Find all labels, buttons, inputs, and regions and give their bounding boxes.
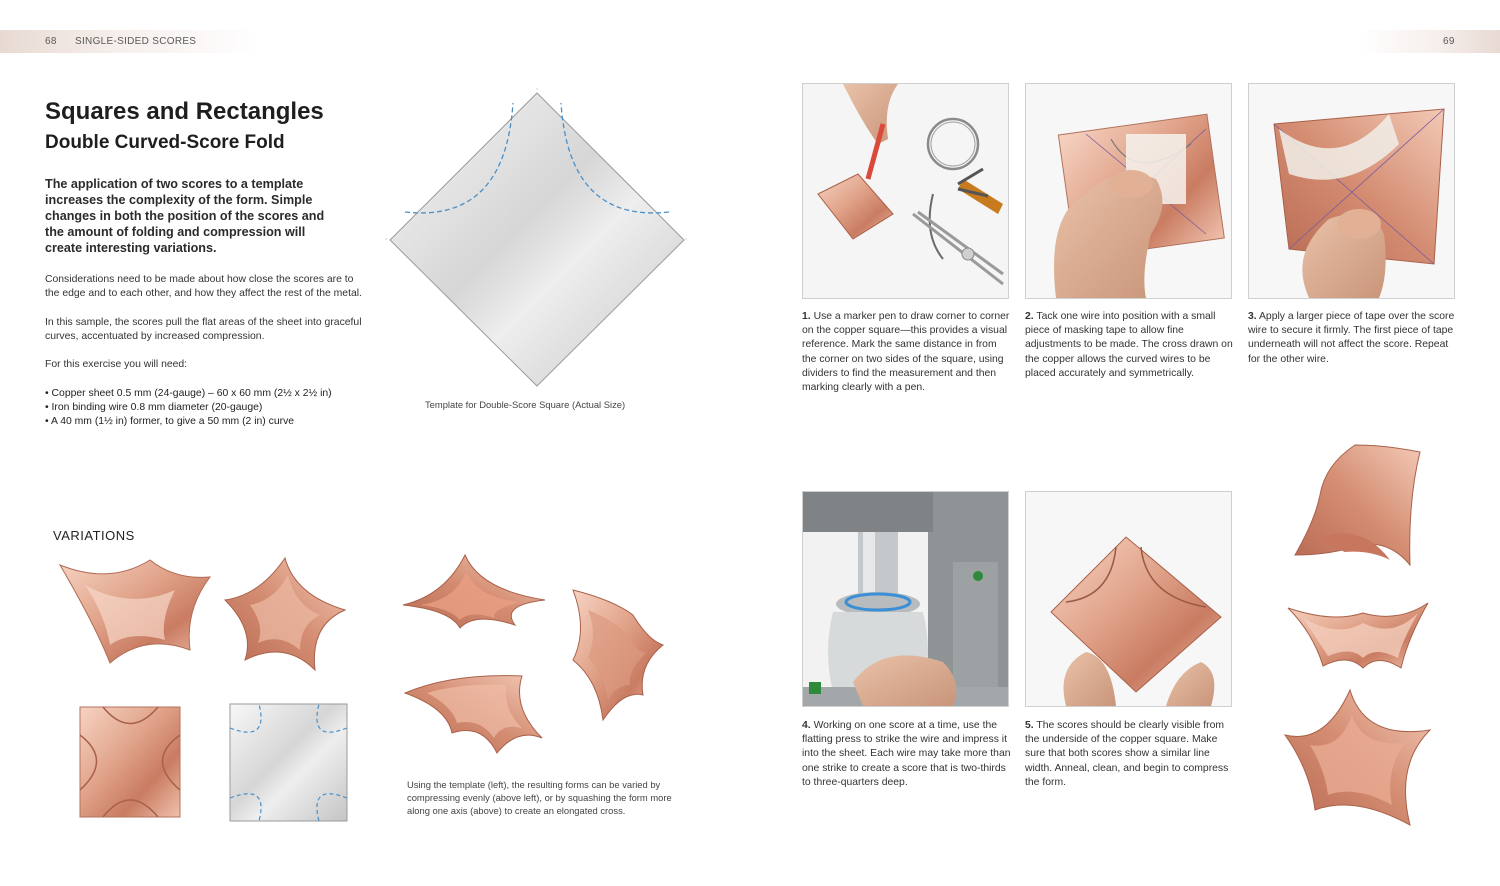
template-square	[390, 93, 684, 386]
left-page-number: 68	[45, 36, 57, 47]
page-title: Squares and Rectangles	[45, 98, 324, 125]
materials-list	[45, 387, 385, 429]
step-3-photo	[1248, 83, 1455, 299]
step-3-text	[1248, 310, 1458, 367]
copper-form-star-1	[55, 555, 215, 670]
template-scored-square	[229, 703, 349, 823]
copper-form-cross-upright	[568, 585, 668, 725]
step-1-photo	[802, 83, 1009, 299]
list-item: • Copper sheet 0.5 mm (24-gauge) – 60 x 60 mm (2½ x 2½ in)	[45, 387, 385, 401]
copper-form-cross-side	[402, 668, 547, 758]
step-2-text	[1025, 310, 1235, 381]
right-page-number: 69	[1443, 36, 1455, 47]
step-2-number: 2.	[1025, 311, 1034, 322]
step-1-number: 1.	[802, 311, 811, 322]
template-caption: Template for Double-Score Square (Actual Size)	[425, 399, 626, 410]
copper-form-star-2	[220, 555, 355, 675]
step-3-number: 3.	[1248, 311, 1257, 322]
step-5-text	[1025, 719, 1235, 790]
page-subtitle: Double Curved-Score Fold	[45, 132, 285, 153]
step-5-photo	[1025, 491, 1232, 707]
step-1-text	[802, 310, 1012, 395]
copper-form-cross-flat	[400, 550, 550, 630]
step-2-photo	[1025, 83, 1232, 299]
template-diagram	[385, 88, 695, 388]
variations-caption: Using the template (left), the resulting forms can be varied by compressing evenly (above left), or by squashing the form more along one axis (above) to create an elongated cross.	[407, 779, 672, 816]
list-item: • Iron binding wire 0.8 mm diameter (20-gauge)	[45, 401, 385, 415]
header-band-right	[1360, 30, 1500, 53]
step-2-body: Tack one wire into position with a small piece of masking tape to allow fine adjustments to be made. The cross drawn on the copper allows the curved wires to be placed accurately and symmetrically.	[1025, 311, 1233, 379]
step-5-body: The scores should be clearly visible from the underside of the copper square. Make sure that both scores show a similar line width. Anneal, clean, and begin to compress the form.	[1025, 720, 1229, 788]
step-4-photo	[802, 491, 1009, 707]
step-3-body: Apply a larger piece of tape over the score wire to secure it firmly. The first piece of tape underneath will not affect the score. Repeat for the other wire.	[1248, 311, 1455, 365]
copper-form-finished-1	[1290, 440, 1425, 570]
step-4-text	[802, 719, 1012, 790]
section-label: SINGLE-SIDED SCORES	[75, 36, 197, 47]
intro-paragraph: The application of two scores to a template increases the complexity of the form. Simple changes in both the position of the scores and the amount of folding and compression will create interesting variations.	[45, 177, 325, 255]
step-4-number: 4.	[802, 720, 811, 731]
body-paragraph-3: For this exercise you will need:	[45, 359, 188, 370]
copper-flat-scored-square	[78, 705, 183, 820]
copper-form-finished-3	[1280, 685, 1440, 830]
step-1-body: Use a marker pen to draw corner to corner on the copper square—this provides a visual reference. Mark the same distance in from the corner on two sides of the square, using dividers to find the measurement and then marking clearly with a pen.	[802, 311, 1010, 394]
list-item: • A 40 mm (1½ in) former, to give a 50 mm (2 in) curve	[45, 415, 385, 429]
copper-form-finished-2	[1283, 598, 1433, 673]
step-4-body: Working on one score at a time, use the flatting press to strike the wire and impress it into the sheet. Each wire may take more than one strike to create a score that is two-thirds to three-quarters deep.	[802, 720, 1011, 788]
variations-heading: VARIATIONS	[53, 528, 135, 543]
step-5-number: 5.	[1025, 720, 1034, 731]
body-paragraph-2: In this sample, the scores pull the flat areas of the sheet into graceful curves, accentuated by increased compression.	[45, 317, 362, 343]
body-paragraph-1: Considerations need to be made about how close the scores are to the edge and to each other, and how they affect the rest of the metal.	[45, 274, 362, 300]
